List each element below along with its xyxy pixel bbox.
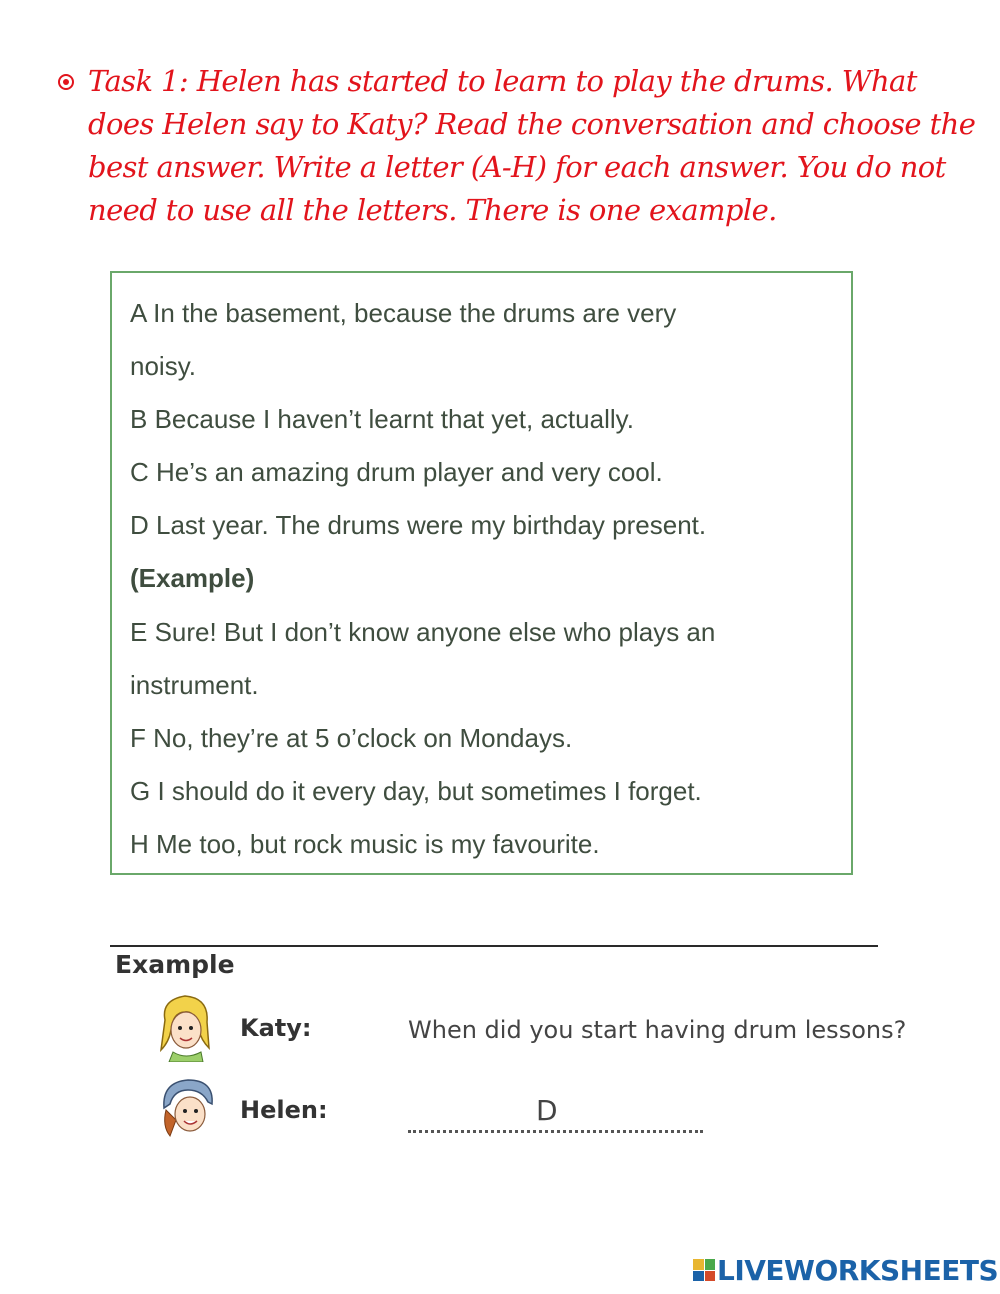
logo-squares-icon [693,1259,715,1281]
example-divider [110,945,878,947]
option-line: E Sure! But I don’t know anyone else who plays an [130,617,716,647]
option-line: A In the basement, because the drums are very [130,298,677,328]
option-line: G I should do it every day, but sometimes I forget. [130,776,702,806]
answer-options-box [110,271,853,875]
example-answer: D [536,1094,558,1127]
option-line: B Because I haven’t learnt that yet, actually. [130,404,634,434]
option-line: noisy. [130,351,196,381]
option-line: H Me too, but rock music is my favourite. [130,829,600,859]
task-instructions [58,60,978,232]
helen-name: Helen: [240,1096,328,1124]
katy-name: Katy: [240,1014,312,1042]
task-text: Task 1: Helen has started to learn to play the drums. What does Helen say to Katy? Read the conversation and choose the best answer. Write a letter (A-H) for each answer. You do not need to use all the letters. There is one example. [88,64,976,227]
katy-question: When did you start having drum lessons? [408,1016,907,1044]
example-heading: Example [115,950,235,979]
option-line: instrument. [130,670,259,700]
liveworksheets-logo [693,1253,998,1287]
helen-avatar-icon [158,1074,218,1142]
katy-avatar-icon [155,990,215,1062]
bullet-icon [58,74,74,90]
option-line: D Last year. The drums were my birthday present. [130,510,707,540]
option-line: C He’s an amazing drum player and very cool. [130,457,663,487]
logo-text: LIVEWORKSHEETS [717,1253,999,1287]
option-line: F No, they’re at 5 o’clock on Mondays. [130,723,573,753]
example-label: (Example) [130,563,255,593]
